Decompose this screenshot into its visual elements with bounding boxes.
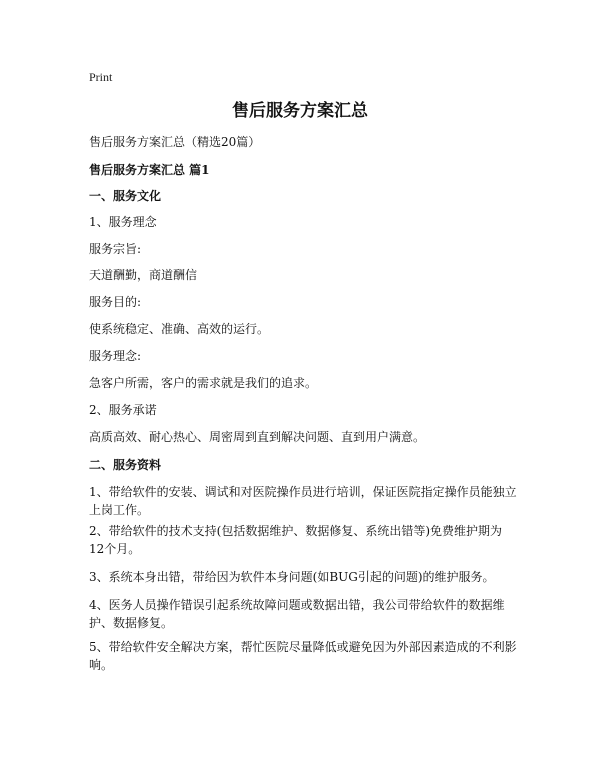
service-concept-value: 急客户所需，客户的需求就是我们的追求。 bbox=[89, 376, 318, 390]
service-content-item-4: 4、医务人员操作错误引起系统故障问题或数据出错，我公司带给软件的数据维护、数据修复。 bbox=[89, 598, 505, 630]
service-purpose-label: 服务宗旨: bbox=[89, 242, 142, 256]
service-content-item-3: 3、系统本身出错，带给因为软件本身问题(如BUG引起的问题)的维护服务。 bbox=[89, 570, 495, 584]
service-content-item-1: 1、带给软件的安装、调试和对医院操作员进行培训，保证医院指定操作员能独立上岗工作。 bbox=[89, 485, 517, 517]
service-goal-label: 服务目的: bbox=[89, 295, 142, 309]
subtitle: 售后服务方案汇总（精选20篇） bbox=[89, 135, 261, 149]
part2-heading: 二、服务资料 bbox=[89, 458, 162, 472]
service-promise-value: 高质高效、耐心热心、周密周到直到解决问题、直到用户满意。 bbox=[89, 430, 426, 444]
service-content-item-2: 2、带给软件的技术支持(包括数据维护、数据修复、系统出错等)免费维护期为12个月。 bbox=[89, 524, 503, 556]
service-concept-item: 1、服务理念 bbox=[89, 215, 157, 229]
section-heading: 售后服务方案汇总 篇1 bbox=[89, 163, 210, 177]
print-label: Print bbox=[89, 70, 113, 84]
service-goal-value: 使系统稳定、准确、高效的运行。 bbox=[89, 322, 270, 336]
part1-heading: 一、服务文化 bbox=[89, 189, 162, 203]
service-promise-item: 2、服务承诺 bbox=[89, 403, 157, 417]
service-purpose-value: 天道酬勤，商道酬信 bbox=[89, 268, 198, 282]
service-concept-label: 服务理念: bbox=[89, 349, 142, 363]
page-title: 售后服务方案汇总 bbox=[232, 101, 368, 121]
service-content-item-5: 5、带给软件安全解决方案，帮忙医院尽量降低或避免因为外部因素造成的不利影响。 bbox=[89, 640, 517, 672]
